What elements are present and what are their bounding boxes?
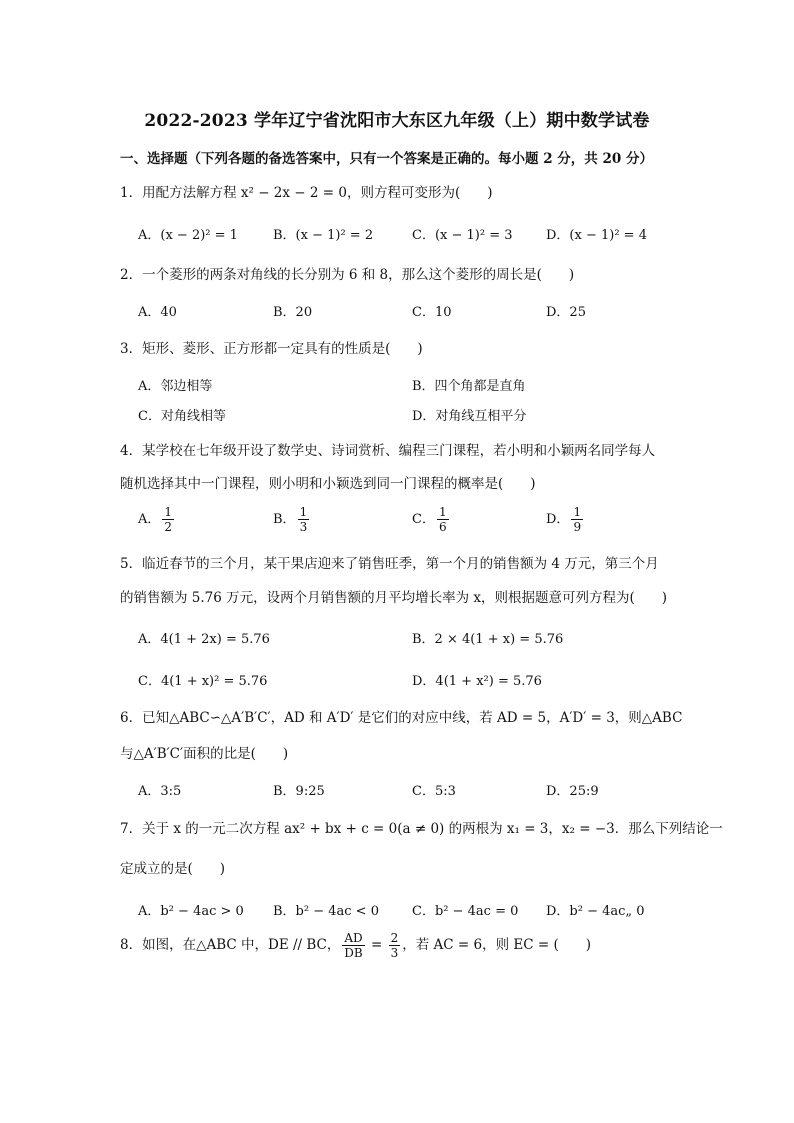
q4-option-c-letter: C． <box>412 512 435 527</box>
q4-option-b-letter: B． <box>273 512 296 527</box>
fraction-denominator: 3 <box>390 946 399 960</box>
q7-option-c: C．b² − 4ac = 0 <box>412 904 519 919</box>
q2-option-c: C．10 <box>412 305 452 320</box>
fraction-numerator: 1 <box>164 505 173 519</box>
q2-option-a: A．40 <box>138 305 177 320</box>
q1-option-b: B．(x − 1)² = 2 <box>273 228 374 243</box>
q4-option-a-fraction <box>162 506 174 533</box>
fraction-numerator: 1 <box>573 505 582 519</box>
q6-option-d: D．25:9 <box>546 784 599 799</box>
q2-option-d: D．25 <box>546 305 586 320</box>
question-5-stem-line2: 的销售额为 5.76 万元，设两个月销售额的月平均增长率为 x，则根据题意可列方程为( ) <box>120 590 668 606</box>
fraction-numerator: AD <box>344 931 363 945</box>
fraction-denominator: 6 <box>438 520 447 534</box>
fraction-denominator: 3 <box>299 520 308 534</box>
q3-option-c: C．对角线相等 <box>138 409 226 424</box>
question-2-stem: 2．一个菱形的两条对角线的长分别为 6 和 8，那么这个菱形的周长是( ) <box>120 267 575 283</box>
q1-option-d: D．(x − 1)² = 4 <box>546 228 647 243</box>
fraction-numerator: 1 <box>299 505 308 519</box>
q8-stem-after: ，若 AC = 6，则 EC = ( ) <box>402 937 591 953</box>
q4-option-a <box>138 506 176 533</box>
q4-option-b-fraction <box>298 506 310 533</box>
question-7-stem-line2: 定成立的是( ) <box>120 861 226 877</box>
q4-option-c-fraction <box>437 506 449 533</box>
q5-option-a: A．4(1 + 2x) = 5.76 <box>138 632 270 647</box>
question-6-stem-line1: 6．已知△ABC∽△A′B′C′，AD 和 A′D′ 是它们的对应中线，若 AD = 5，A′D′ = 3，则△ABC <box>120 710 683 726</box>
question-8-stem <box>120 932 591 959</box>
q6-option-b: B．9:25 <box>273 784 325 799</box>
question-3-stem: 3．矩形、菱形、正方形都一定具有的性质是( ) <box>120 341 423 357</box>
question-6-stem-line2: 与△A′B′C′面积的比是( ) <box>120 746 289 762</box>
q6-option-c: C．5:3 <box>412 784 456 799</box>
q5-option-b: B．2 × 4(1 + x) = 5.76 <box>412 632 564 647</box>
q7-option-d: D．b² − 4ac„ 0 <box>546 904 645 919</box>
fraction-numerator: 2 <box>390 931 399 945</box>
fraction-numerator: 1 <box>438 505 447 519</box>
question-4-stem-line1: 4．某学校在七年级开设了数学史、诗词赏析、编程三门课程，若小明和小颖两名同学每人 <box>120 443 656 459</box>
q8-fraction-ad-db <box>342 932 364 959</box>
q1-option-c: C．(x − 1)² = 3 <box>412 228 513 243</box>
fraction-denominator: 2 <box>164 520 173 534</box>
q4-option-d-fraction <box>571 506 583 533</box>
q8-fraction-ratio <box>389 932 401 959</box>
question-5-stem-line1: 5．临近春节的三个月，某干果店迎来了销售旺季，第一个月的销售额为 4 万元，第三个月 <box>120 556 659 572</box>
q5-option-d: D．4(1 + x²) = 5.76 <box>412 674 542 689</box>
question-7-stem-line1: 7．关于 x 的一元二次方程 ax² + bx + c = 0(a ≠ 0) 的两根为 x₁ = 3，x₂ = −3．那么下列结论一 <box>120 821 723 837</box>
fraction-denominator: DB <box>344 946 363 960</box>
q4-option-c <box>412 506 451 533</box>
page-title: 2022-2023 学年辽宁省沈阳市大东区九年级（上）期中数学试卷 <box>144 111 650 131</box>
q1-option-a: A．(x − 2)² = 1 <box>138 228 238 243</box>
q3-option-d: D．对角线互相平分 <box>412 409 527 424</box>
q4-option-b <box>273 506 311 533</box>
fraction-denominator: 9 <box>573 520 582 534</box>
q4-option-d <box>546 506 585 533</box>
question-4-stem-line2: 随机选择其中一门课程，则小明和小颖选到同一门课程的概率是( ) <box>120 476 536 492</box>
q8-stem-before: 8．如图，在△ABC 中，DE // BC， <box>120 937 341 953</box>
q5-option-c: C．4(1 + x)² = 5.76 <box>138 674 268 689</box>
q4-option-d-letter: D． <box>546 512 570 527</box>
q6-option-a: A．3:5 <box>138 784 182 799</box>
q3-option-b: B．四个角都是直角 <box>412 379 526 394</box>
q2-option-b: B．20 <box>273 305 313 320</box>
q3-option-a: A．邻边相等 <box>138 379 213 394</box>
q7-option-a: A．b² − 4ac > 0 <box>138 904 244 919</box>
q4-option-a-letter: A． <box>138 512 161 527</box>
q8-equals: = <box>366 937 387 953</box>
q7-option-b: B．b² − 4ac < 0 <box>273 904 379 919</box>
question-1-stem: 1．用配方法解方程 x² − 2x − 2 = 0，则方程可变形为( ) <box>120 185 493 201</box>
section-heading: 一、选择题（下列各题的备选答案中，只有一个答案是正确的。每小题 2 分，共 20 分） <box>120 151 653 167</box>
